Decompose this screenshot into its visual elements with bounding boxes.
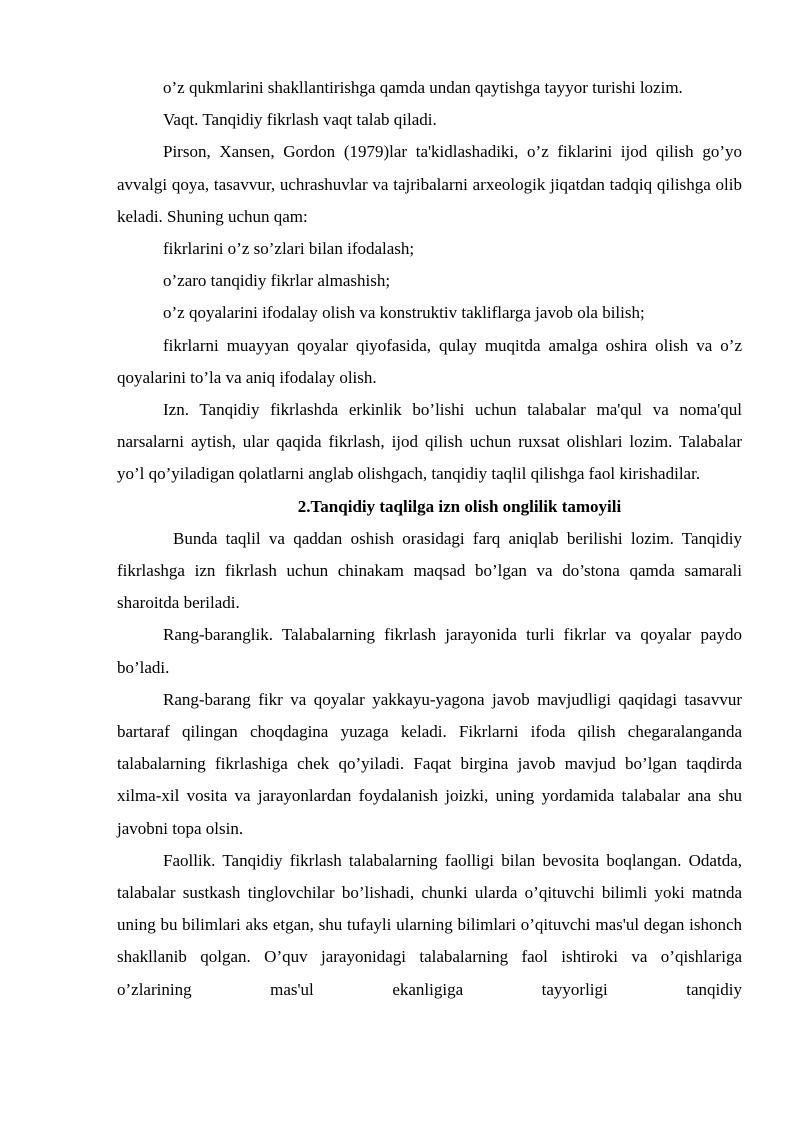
paragraph-continuation: o’z qukmlarini shakllantirishga qamda undan qaytishga tayyor turishi lozim. — [163, 78, 683, 97]
paragraph-rang-barang: Rang-barang fikr va qoyalar yakkayu-yagona javob mavjudligi qaqidagi tasavvur bartaraf qilingan choqdagina yuzaga keladi. Fikrlarni ifoda qilish chegaralanganda talabalarning fikrlashiga chek qo’yiladi. Faqat birgina javob mavjud bo’lgan taqdirda xilma-xil vosita va jarayonlardan foydalanish joizki, uning yordamida talabalar ana shu javobni topa olsin. — [117, 689, 742, 838]
paragraph-faollik: Faollik. Tanqidiy fikrlash talabalarning faolligi bilan bevosita boqlangan. Odatda, talabalar sustkash tinglovchilar bo’lishadi, chunki ularda o’qituvchi bilimli yoki matnda uning bu bilimlari aks etgan, shu tufayli ularning bilimlari o’qituvchi mas'ul degan ishonch shakllanib qolgan. O’quv jarayonidagi talabalarning faol ishtiroki va o’qishlariga o’zlarining mas'ul ekanligiga tayyorligi tanqidiy — [117, 850, 742, 999]
list-item-muayyan: fikrlarni muayyan qoyalar qiyofasida, qulay muqitda amalga oshira olish va o’z qoyalarini to’la va aniq ifodalay olish. — [117, 335, 742, 387]
list-item-qoyalarini: o’z qoyalarini ifodalay olish va konstruktiv takliflarga javob ola bilish; — [163, 303, 645, 323]
section-heading: 2.Tanqidiy taqlilga izn olish onglilik tamoyili — [297, 496, 622, 516]
paragraph-izn: Izn. Tanqidiy fikrlashda erkinlik bo’lishi uchun talabalar ma'qul va noma'qul narsalarni aytish, ular qaqida fikrlash, ijod qilish uchun ruxsat olishlari lozim. Talabalar yo’l qo’yiladigan qolatlarni anglab olishgach, tanqidiy taqlil qilishga faol kirishadilar. — [117, 400, 742, 484]
document-body — [117, 72, 742, 1006]
paragraph-pirson: Pirson, Xansen, Gordon (1979)lar ta'kidlashadiki, o’z fiklarini ijod qilish go’yo avvalgi qoya, tasavvur, uchrashuvlar va tajribalarni arxeologik jiqatdan tadqiq qilishga olib keladi. Shuning uchun qam: — [117, 142, 742, 226]
list-item-ozaro: o’zaro tanqidiy fikrlar almashish; — [163, 271, 391, 291]
paragraph-vaqt: Vaqt. Tanqidiy fikrlash vaqt talab qiladi. — [163, 110, 437, 130]
paragraph-bunda: Bunda taqlil va qaddan oshish orasidagi farq aniqlab berilishi lozim. Tanqidiy fikrlashga izn fikrlash uchun chinakam maqsad bo’lgan va do’stona qamda samarali sharoitda beriladi. — [117, 528, 742, 613]
list-item-fikrlarini: fikrlarini o’z so’zlari bilan ifodalash; — [163, 239, 415, 259]
paragraph-rang-baranglik: Rang-baranglik. Talabalarning fikrlash jarayonida turli fikrlar va qoyalar paydo bo’ladi. — [117, 625, 742, 677]
